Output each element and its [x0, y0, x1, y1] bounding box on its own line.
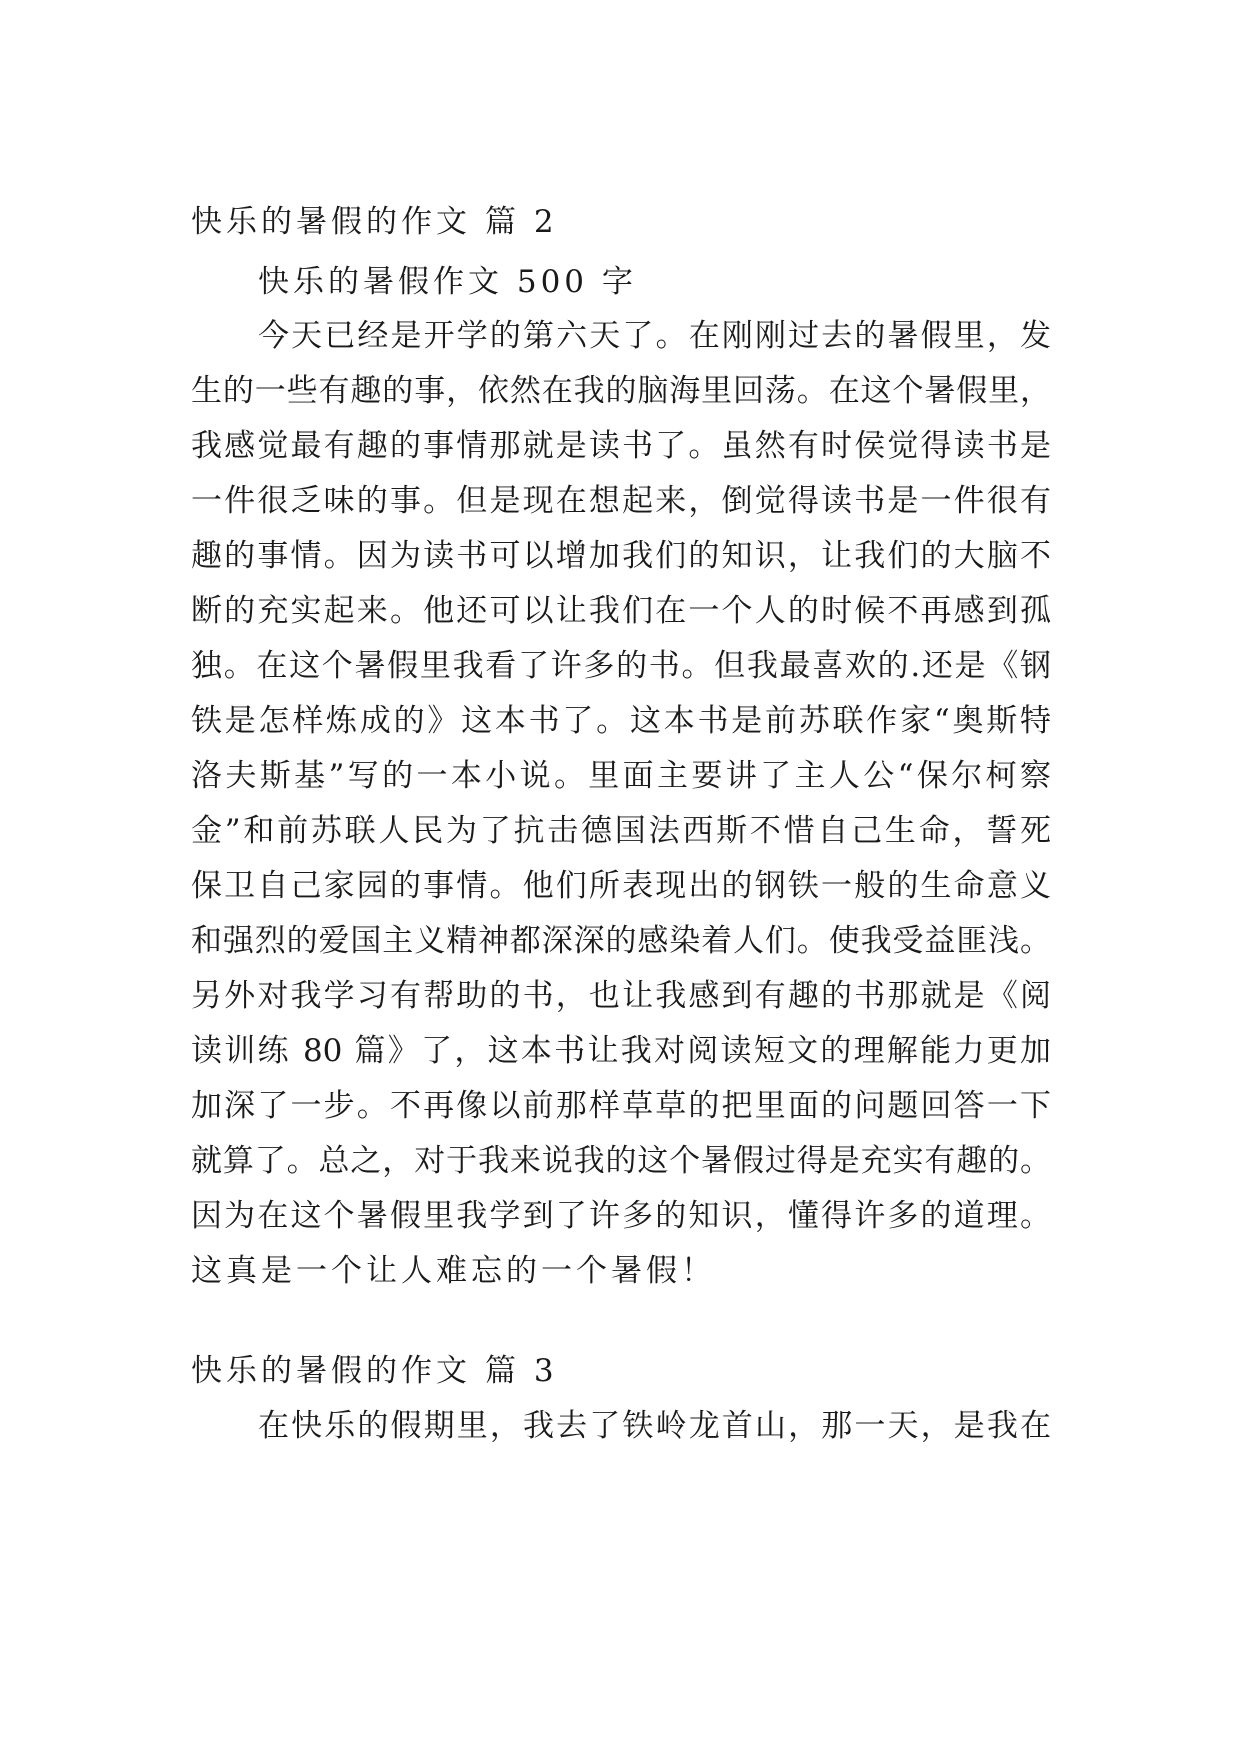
paragraph-line: 因为在这个暑假里我学到了许多的知识，懂得许多的道理。	[191, 1198, 1051, 1234]
paragraph-line: 金”和前苏联人民为了抗击德国法西斯不惜自己生命，誓死	[191, 813, 1051, 849]
paragraph-line: 保卫自己家园的事情。他们所表现出的钢铁一般的生命意义	[191, 868, 1051, 904]
paragraph-line: 加深了一步。不再像以前那样草草的把里面的问题回答一下	[191, 1088, 1051, 1124]
paragraph-line: 生的一些有趣的事，依然在我的脑海里回荡。在这个暑假里，	[191, 373, 1051, 409]
paragraph-line: 趣的事情。因为读书可以增加我们的知识，让我们的大脑不	[191, 538, 1051, 574]
section-title-text: 快乐的暑假的作文	[191, 204, 471, 240]
paragraph-line: 一件很乏味的事。但是现在想起来，倒觉得读书是一件很有	[191, 483, 1051, 519]
paragraph-line: 和强烈的爱国主义精神都深深的感染着人们。使我受益匪浅。	[191, 923, 1051, 959]
section-number: 篇 2	[485, 204, 558, 240]
paragraph-line: 铁是怎样炼成的》这本书了。这本书是前苏联作家“奥斯特	[191, 703, 1051, 739]
paragraph-line: 独。在这个暑假里我看了许多的书。但我最喜欢的.还是《钢	[191, 648, 1051, 684]
section-title	[191, 1345, 558, 1390]
paragraph-line: 断的充实起来。他还可以让我们在一个人的时候不再感到孤	[191, 593, 1051, 629]
section-title	[191, 196, 558, 241]
paragraph-line: 这真是一个让人难忘的一个暑假！	[191, 1253, 716, 1289]
paragraph-line: 就算了。总之，对于我来说我的这个暑假过得是充实有趣的。	[191, 1143, 1051, 1179]
paragraph-line: 读训练 80 篇》了，这本书让我对阅读短文的理解能力更加	[191, 1033, 1051, 1069]
section-title-text: 快乐的暑假的作文	[191, 1353, 471, 1389]
section-number: 篇 3	[485, 1353, 558, 1389]
paragraph-line: 我感觉最有趣的事情那就是读书了。虽然有时侯觉得读书是	[191, 428, 1051, 464]
paragraph-line: 洛夫斯基”写的一本小说。里面主要讲了主人公“保尔柯察	[191, 758, 1051, 794]
paragraph-line: 另外对我学习有帮助的书，也让我感到有趣的书那就是《阅	[191, 978, 1051, 1014]
paragraph-line: 今天已经是开学的第六天了。在刚刚过去的暑假里，发	[258, 318, 1051, 354]
essay-subtitle: 快乐的暑假作文 500 字	[258, 264, 637, 300]
paragraph-line: 在快乐的假期里，我去了铁岭龙首山，那一天，是我在	[258, 1408, 1051, 1444]
